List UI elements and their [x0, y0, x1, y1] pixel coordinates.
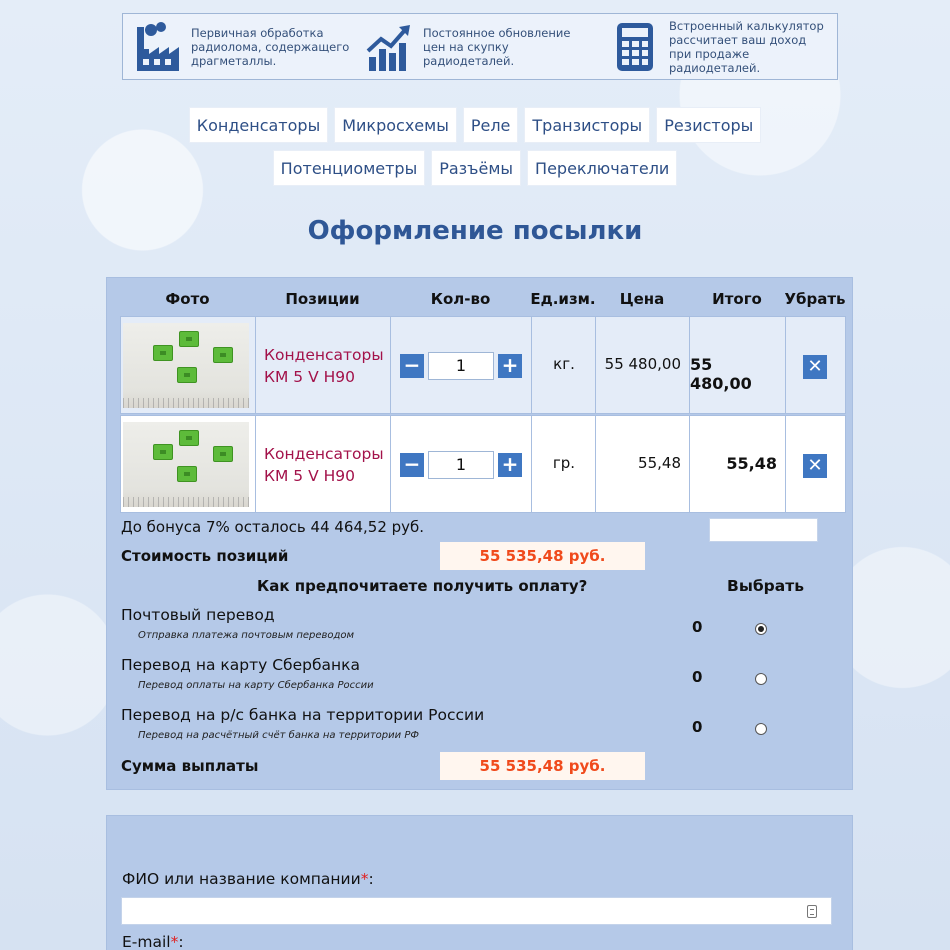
nav-potentiometers[interactable]: Потенциометры [273, 150, 426, 186]
nav-connectors[interactable]: Разъёмы [431, 150, 521, 186]
payout-label: Сумма выплаты [121, 757, 259, 775]
payment-radio[interactable] [755, 673, 767, 685]
quantity-stepper [400, 352, 522, 380]
feature-text: Постоянное обновление цен на скупку радиодеталей. [423, 25, 571, 68]
decrease-button[interactable]: − [400, 354, 424, 378]
header-remove: Убрать [784, 290, 846, 308]
feature-text: Первичная обработка радиолома, содержащего драгметаллы. [191, 25, 350, 68]
feature-processing [133, 14, 351, 79]
contact-card-icon[interactable] [807, 905, 817, 918]
payment-option-value: 0 [692, 718, 703, 736]
payment-option-value: 0 [692, 618, 703, 636]
capacitor-image [153, 444, 173, 460]
order-panel [106, 277, 853, 790]
quantity-input[interactable]: 1 [428, 451, 494, 479]
factory-icon [133, 21, 181, 73]
feature-text: Встроенный калькулятор рассчитает ваш доход при продаже радиодеталей. [669, 18, 824, 75]
page-title: Оформление посылки [307, 216, 643, 246]
email-field-label [122, 933, 184, 950]
header-photo: Фото [165, 290, 210, 308]
unit-value: гр. [552, 454, 576, 472]
increase-button[interactable]: + [498, 453, 522, 477]
total-cell [690, 416, 786, 512]
capacitor-image [177, 466, 197, 482]
payment-option-title: Перевод на р/с банка на территории России [121, 706, 485, 724]
quantity-input[interactable]: 1 [428, 352, 494, 380]
payout-value: 55 535,48 руб. [440, 752, 645, 780]
ruler-image [123, 497, 249, 507]
item-name-cell [256, 317, 391, 413]
feature-prices [365, 14, 573, 79]
items-cost-value: 55 535,48 руб. [440, 542, 645, 570]
remove-button[interactable] [803, 454, 827, 478]
item-name-cell [256, 416, 391, 512]
decrease-button[interactable]: − [400, 453, 424, 477]
payment-question: Как предпочитаете получить оплату? [257, 577, 588, 595]
capacitor-image [179, 430, 199, 446]
close-icon: ✕ [807, 455, 823, 476]
total-value: 55 480,00 [690, 355, 752, 393]
contact-form-panel [106, 815, 853, 950]
header-total: Итого [712, 290, 762, 308]
payment-option-subtitle: Отправка платежа почтовым переводом [138, 630, 355, 641]
calculator-icon [611, 21, 659, 73]
nav-relays[interactable]: Реле [463, 107, 519, 143]
quantity-stepper [400, 451, 522, 479]
choose-label: Выбрать [727, 577, 804, 595]
total-value: 55,48 [726, 454, 777, 473]
total-cell [690, 317, 786, 413]
payment-option-subtitle: Перевод оплаты на карту Сбербанка России [138, 680, 374, 691]
increase-button[interactable]: + [498, 354, 522, 378]
unit-cell [532, 416, 596, 512]
capacitor-image [179, 331, 199, 347]
photo-cell [121, 317, 256, 413]
header-qty: Кол-во [430, 290, 491, 308]
bonus-note: До бонуса 7% осталось 44 464,52 руб. [121, 518, 425, 536]
remove-cell [786, 317, 846, 413]
nav-capacitors[interactable]: Конденсаторы [189, 107, 328, 143]
payment-option-title: Перевод на карту Сбербанка [121, 656, 361, 674]
remove-button[interactable] [803, 355, 827, 379]
price-cell [596, 416, 690, 512]
category-nav-row-1 [0, 107, 950, 143]
price-cell [596, 317, 690, 413]
payment-radio[interactable] [755, 723, 767, 735]
unit-cell [532, 317, 596, 413]
qty-cell [391, 416, 532, 512]
unit-value: кг. [553, 355, 575, 373]
feature-calculator [611, 14, 829, 79]
capacitor-image [153, 345, 173, 361]
remove-cell [786, 416, 846, 512]
header-items: Позиции [285, 290, 360, 308]
nav-transistors[interactable]: Транзисторы [524, 107, 650, 143]
product-photo[interactable] [123, 323, 249, 408]
name-input[interactable] [121, 897, 832, 925]
payment-radio[interactable] [755, 623, 767, 635]
item-name-link[interactable]: Конденсаторы КМ 5 V H90 [264, 346, 384, 386]
promo-input[interactable] [709, 518, 818, 542]
product-photo[interactable] [123, 422, 249, 507]
qty-cell [391, 317, 532, 413]
table-row [120, 316, 846, 414]
price-value: 55 480,00 [604, 355, 681, 373]
nav-switches[interactable]: Переключатели [527, 150, 677, 186]
table-row [120, 415, 846, 513]
capacitor-image [177, 367, 197, 383]
growth-chart-icon [365, 21, 413, 73]
category-nav-row-2 [0, 150, 950, 186]
name-field-label [122, 870, 374, 888]
payment-option-subtitle: Перевод на расчётный счёт банка на территории РФ [138, 730, 419, 741]
price-value: 55,48 [638, 454, 681, 472]
items-cost-label: Стоимость позиций [121, 547, 289, 565]
close-icon: ✕ [807, 356, 823, 377]
ruler-image [123, 398, 249, 408]
nav-resistors[interactable]: Резисторы [656, 107, 761, 143]
payment-option-postal [121, 606, 841, 654]
capacitor-image [213, 347, 233, 363]
required-mark: * [170, 933, 179, 950]
payment-option-title: Почтовый перевод [121, 606, 275, 624]
payment-option-bank-account [121, 706, 841, 754]
table-header [107, 290, 854, 314]
required-mark: * [360, 870, 369, 888]
item-name-link[interactable]: Конденсаторы КМ 5 V H90 [264, 445, 384, 485]
payment-option-sberbank [121, 656, 841, 704]
label-colon: : [368, 870, 374, 888]
features-banner [122, 13, 838, 80]
name-label-text: ФИО или название компании [122, 870, 361, 888]
email-label-text: E-mail [122, 933, 171, 950]
payment-option-value: 0 [692, 668, 703, 686]
header-unit: Ед.изм. [530, 290, 596, 308]
label-colon: : [178, 933, 184, 950]
capacitor-image [213, 446, 233, 462]
nav-microchips[interactable]: Микросхемы [334, 107, 457, 143]
header-price: Цена [619, 290, 665, 308]
photo-cell [121, 416, 256, 512]
